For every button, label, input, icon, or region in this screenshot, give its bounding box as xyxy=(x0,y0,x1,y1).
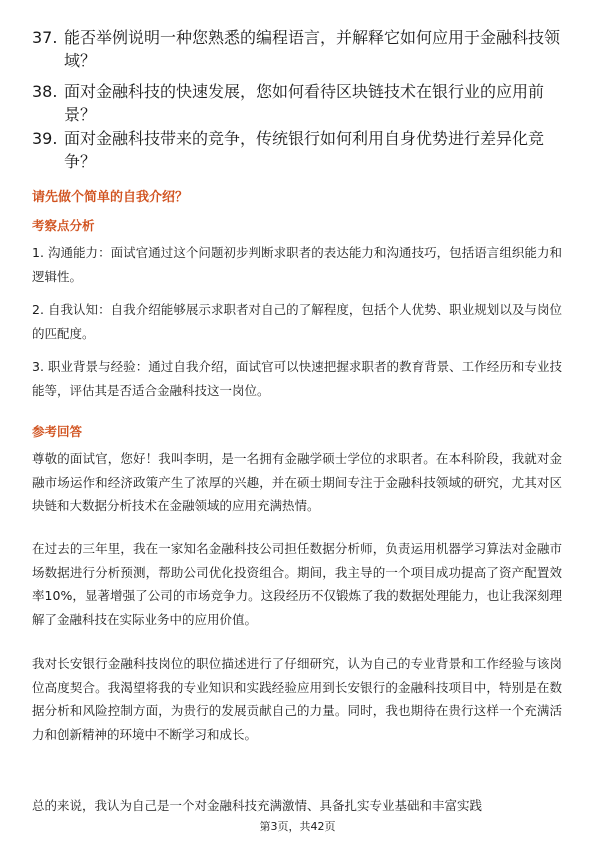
analysis-title: 考察点分析 xyxy=(32,218,95,233)
analysis-item-2: 2. 自我认知：自我介绍能够展示求职者对自己的了解程度，包括个人优势、职业规划以及与岗位的匹配度。 xyxy=(32,302,562,341)
analysis-item-3: 3. 职业背景与经验：通过自我介绍，面试官可以快速把握求职者的教育背景、工作经历和专业技能等，评估其是否适合金融科技这一岗位。 xyxy=(32,359,562,398)
question-text: 面对金融科技的快速发展，您如何看待区块链技术在银行业的应用前景？ xyxy=(64,82,545,124)
page-footer: 第3页，共42页 xyxy=(259,820,336,833)
question-37 xyxy=(32,26,560,72)
section-title: 请先做个简单的自我介绍？ xyxy=(32,190,189,205)
answer-title: 参考回答 xyxy=(32,424,83,439)
question-39 xyxy=(32,127,560,173)
question-number: 38. xyxy=(32,82,58,101)
answer-paragraph-4: 总的来说，我认为自己是一个对金融科技充满激情、具备扎实专业基础和丰富实践 xyxy=(32,798,483,813)
question-number: 39. xyxy=(32,129,58,148)
question-text: 面对金融科技带来的竞争，传统银行如何利用自身优势进行差异化竞争？ xyxy=(64,129,545,171)
answer-paragraph-1: 尊敬的面试官，您好！我叫李明，是一名拥有金融学硕士学位的求职者。在本科阶段，我就对金融市场运作和经济政策产生了浓厚的兴趣，并在硕士期间专注于金融科技领域的研究，尤其对区块链和大数据分析技术在金融领域的应用充满热情。 xyxy=(32,451,562,513)
analysis-item-1: 1. 沟通能力：面试官通过这个问题初步判断求职者的表达能力和沟通技巧，包括语言组织能力和逻辑性。 xyxy=(32,245,562,284)
answer-paragraph-3: 我对长安银行金融科技岗位的职位描述进行了仔细研究，认为自己的专业背景和工作经验与该岗位高度契合。我渴望将我的专业知识和实践经验应用到长安银行的金融科技项目中，特别是在数据分析和风险控制方面，为贵行的发展贡献自己的力量。同时，我也期待在贵行这样一个充满活力和创新精神的环境中不断学习和成长。 xyxy=(32,656,562,742)
question-number: 37. xyxy=(32,28,58,47)
answer-paragraph-2: 在过去的三年里，我在一家知名金融科技公司担任数据分析师，负责运用机器学习算法对金融市场数据进行分析预测，帮助公司优化投资组合。期间，我主导的一个项目成功提高了资产配置效率10%，显著增强了公司的市场竞争力。这段经历不仅锻炼了我的数据处理能力，也让我深刻理解了金融科技在实际业务中的应用价值。 xyxy=(32,541,562,627)
question-text: 能否举例说明一种您熟悉的编程语言，并解释它如何应用于金融科技领域？ xyxy=(64,28,561,70)
question-38 xyxy=(32,80,560,126)
